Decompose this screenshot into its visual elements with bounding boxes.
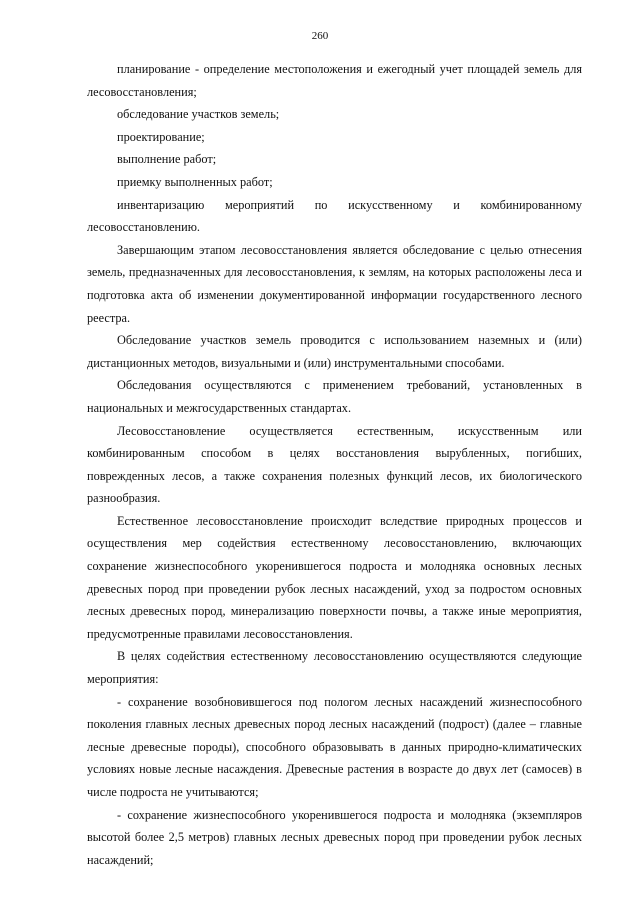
paragraph-natural-reforestation: Естественное лесовосстановление происходит вследствие природных процессов и осуществления мер содействия естественному лесовосстановлению, включающих сохранение жизнеспособного укоренившегося подроста и молодняка основных лесных древесных пород при проведении рубок лесных насаждений, уход за подростом основных лесных древесных пород, минерализацию поверхности почвы, а также иные мероприятия, предусмотренные правилами лесовосстановления. [87,513,582,641]
paragraph-assistance-measures: В целях содействия естественному лесовосстановлению осуществляются следующие мероприятия: [87,649,582,687]
paragraph-standards: Обследования осуществляются с применением требований, установленных в национальных и межгосударственных стандартах. [87,378,582,415]
paragraph-planning: планирование - определение местоположения и ежегодный учет площадей земель для лесовосстановления; [87,62,582,99]
paragraph-survey-methods: Обследование участков земель проводится с использованием наземных и (или) дистанционных методов, визуальными и (или) инструментальными способами. [87,333,582,370]
paragraph-reforestation-methods: Лесовосстановление осуществляется естественным, искусственным или комбинированным способом в целях восстановления вырубленных, погибших, поврежденных лесов, а также сохранения полезных функций лесов, их биологического разнообразия. [87,423,582,506]
paragraph-execution: выполнение работ; [117,152,217,167]
document-body [87,58,582,871]
paragraph-inventory: инвентаризацию мероприятий по искусственному и комбинированному лесовосстановлению. [87,197,582,235]
page-number: 260 [311,30,329,42]
paragraph-list-item-undergrowth: - сохранение возобновившегося под пологом лесных насаждений жизнеспособного поколения главных лесных древесных пород лесных насаждений (подрост) (далее – главные лесные древесные породы), способного образовывать в данных природно-климатических условиях новые лесные насаждения. Древесные растения в возрасте до двух лет (самосев) в числе подроста не учитываются; [87,694,582,799]
paragraph-survey: обследование участков земель; [117,107,280,122]
paragraph-list-item-young-growth: - сохранение жизнеспособного укоренившегося подроста и молодняка (экземпляров высотой более 2,5 метров) главных лесных древесных пород при проведении рубок лесных насаждений; [87,807,582,867]
paragraph-final-stage: Завершающим этапом лесовосстановления является обследование с целью отнесения земель, предназначенных для лесовосстановления, к землям, на которых расположены леса и подготовка акта об изменении документированной информации государственного лесного реестра. [87,242,582,325]
paragraph-acceptance: приемку выполненных работ; [117,174,273,189]
paragraph-design: проектирование; [117,129,205,144]
